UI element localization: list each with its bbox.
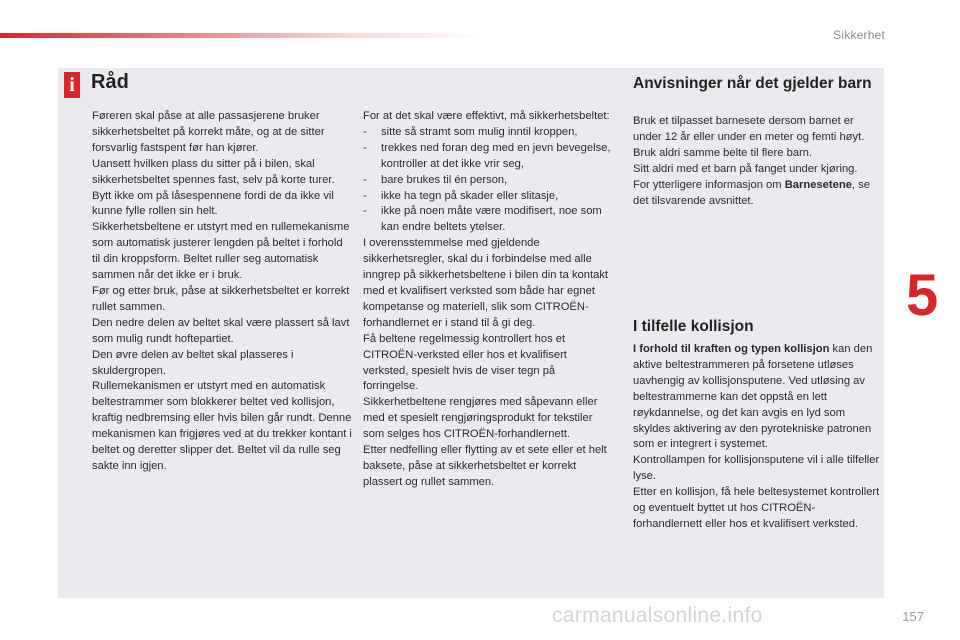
text: For ytterligere informasjon om — [633, 178, 785, 191]
paragraph: Kontrollampen for kollisjonsputene vil i alle tilfeller lyse. — [633, 454, 880, 483]
paragraph: Etter nedfelling eller flytting av et sete eller et helt baksete, påse at sikkerhetsbeltet er korrekt plassert og rullet sammen. — [363, 444, 607, 488]
paragraph — [633, 342, 881, 453]
list-item — [363, 204, 613, 236]
advice-column-1 — [92, 109, 352, 475]
page-number: 157 — [902, 609, 924, 624]
paragraph: Bruk et tilpasset barnesete dersom barnet er under 12 år eller under en meter og femti høyt. — [633, 115, 865, 143]
bold-term: I forhold til kraften og typen kollisjon — [633, 343, 830, 355]
paragraph: I overensstemmelse med gjeldende sikkerhetsregler, skal du i forbindelse med alle inngrep på sikkerhetsbeltene i bilen din ta kontakt med et kvalifisert verksted som både har egnet kompetanse og materiell, slik som CITROËN-forhandlernet er i stand til å gi deg. — [363, 237, 609, 329]
text: , se det tilsvarende avsnittet. — [633, 178, 870, 207]
chapter-number: 5 — [906, 263, 939, 328]
paragraph: Føreren skal påse at alle passasjerene bruker sikkerhetsbeltet på korrekt måte, og at de sitter forsvarlig fastspent før han kjører. — [92, 110, 325, 154]
section-label: Sikkerhet — [833, 28, 885, 42]
paragraph: Bytt ikke om på låsespennene fordi de da ikke vil kunne fylle rollen sin helt. — [92, 189, 334, 218]
paragraph — [633, 178, 881, 210]
list-item — [363, 189, 613, 205]
advice-title: Råd — [91, 71, 129, 93]
paragraph: Etter en kollisjon, få hele beltesystemet kontrollert og eventuelt byttet ut hos CITROËN-forhandlernett eller hos et kvalifisert verksted. — [633, 486, 880, 530]
list-item — [363, 173, 613, 189]
collision-section — [633, 342, 881, 533]
paragraph: Få beltene regelmessig kontrollert hos et CITROËN-verksted eller hos et kvalifisert verksted, spesielt hvis de viser tegn på forringelse. — [363, 332, 567, 393]
children-heading: Anvisninger når det gjelder barn — [633, 75, 872, 92]
list-item-text: bare brukes til én person, — [381, 173, 508, 186]
list-item-text: ikke på noen måte være modifisert, noe som kan endre beltets ytelser. — [381, 205, 602, 234]
text: kan den aktive beltestrammeren på forsetene utløses uavhengig av kollisjonsputene. Ved utløsing av beltestrammerne kan det oppstå en lett røykdannelse, og det kan avgis en lyd som skyldes aktivering av den pyrotekniske patronen som er integrert i systemet. — [633, 343, 873, 451]
list-dash: - — [363, 189, 367, 202]
paragraph: For at det skal være effektivt, må sikkerhetsbeltet: — [363, 110, 610, 122]
info-icon: i — [64, 72, 80, 98]
list-item-text: ikke ha tegn på skader eller slitasje, — [381, 189, 559, 202]
list-dash: - — [363, 141, 367, 154]
list-item-text: trekkes ned foran deg med en jevn bevegelse, kontroller at det ikke vrir seg, — [381, 141, 611, 170]
list-item — [363, 141, 613, 173]
paragraph: Sikkerhetsbeltene er utstyrt med en rullemekanisme som automatisk justerer lengden på beltet i forhold til din kroppsform. Beltet ruller seg automatisk sammen når det ikke er i bruk. — [92, 221, 350, 282]
header-accent-bar — [0, 33, 480, 38]
list-dash: - — [363, 173, 367, 186]
list-dash: - — [363, 125, 367, 138]
list-item — [363, 125, 613, 141]
list-item-text: sitte så stramt som mulig inntil kroppen, — [381, 125, 578, 138]
list-dash: - — [363, 205, 367, 218]
paragraph: Bruk aldri samme belte til flere barn. — [633, 146, 813, 159]
bold-term: Barnesetene — [784, 178, 852, 191]
watermark: carmanualsonline.info — [552, 604, 763, 627]
paragraph: Før og etter bruk, påse at sikkerhetsbeltet er korrekt rullet sammen. — [92, 284, 350, 313]
paragraph: Sitt aldri med et barn på fanget under kjøring. — [633, 162, 858, 175]
advice-column-2 — [363, 109, 613, 491]
paragraph: Den nedre delen av beltet skal være plassert så lavt som mulig rundt hoftepartiet. — [92, 316, 350, 345]
children-section — [633, 114, 881, 209]
paragraph: Sikkerhetbeltene rengjøres med såpevann eller med et spesielt rengjøringsprodukt for tekstiler som selges hos CITROËN-forhandlernett. — [363, 396, 598, 441]
paragraph: Rullemekanismen er utstyrt med en automatisk beltestrammer som blokkerer beltet ved kollisjon, kraftig nedbremsing eller hvis bilen går rundt. Denne mekanismen kan frigjøres ved at du trekker kontant i beltet og deretter slipper det. Beltet vil da rulle seg sakte inn igjen. — [92, 380, 352, 472]
paragraph: Den øvre delen av beltet skal plasseres i skuldergropen. — [92, 348, 294, 377]
collision-heading: I tilfelle kollisjon — [633, 318, 754, 335]
paragraph: Uansett hvilken plass du sitter på i bilen, skal sikkerhetsbeltet spennes fast, selv på korte turer. — [92, 157, 335, 186]
